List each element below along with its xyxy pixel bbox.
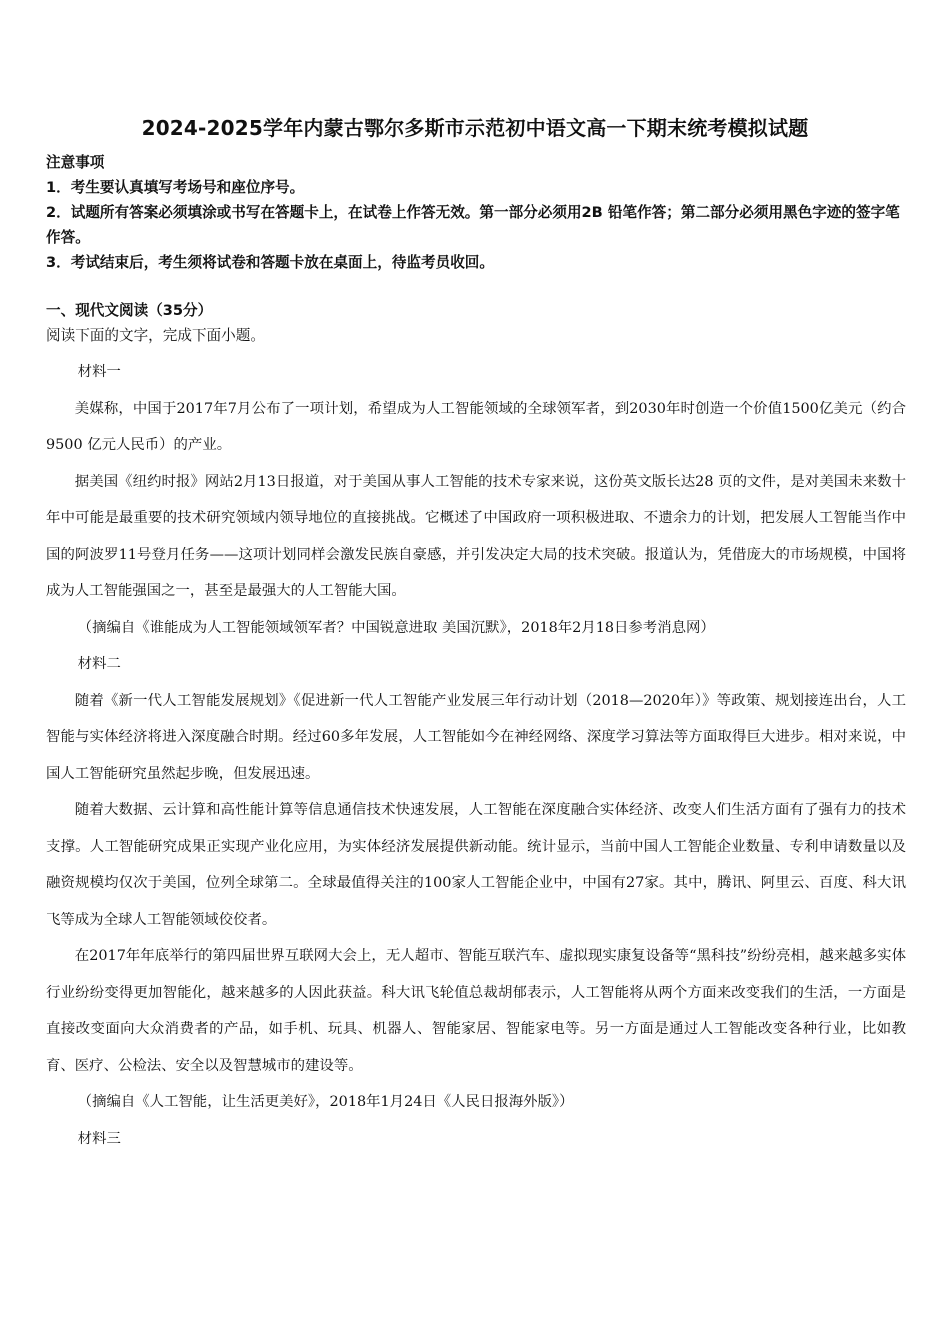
section-heading: 一、现代文阅读（35分）	[46, 302, 213, 319]
section-header	[46, 298, 906, 348]
notice-item: 3．考试结束后，考生须将试卷和答题卡放在桌面上，待监考员收回。	[46, 254, 494, 271]
notice-item: 1．考生要认真填写考场号和座位序号。	[46, 179, 305, 196]
material-label: 材料三	[77, 1130, 121, 1147]
material-label: 材料二	[77, 656, 121, 672]
material-paragraph: 随着《新一代人工智能发展规划》《促进新一代人工智能产业发展三年行动计划（2018—2020年）》等政策、规划接连出台，人工智能与实体经济将进入深度融合时期。经过60多年发展，人工智能如今在神经网络、深度学习算法等方面取得巨大进步。相对来说，中国人工智能研究虽然起步晚，但发展迅速。	[46, 692, 906, 782]
material-paragraph: 据美国《纽约时报》网站2月13日报道，对于美国从事人工智能的技术专家来说，这份英文版长达28 页的文件，是对美国未来数十年中可能是最重要的技术研究领域内领导地位的直接挑战。它概述了中国政府一项积极进取、不遗余力的计划，把发展人工智能当作中国的阿波罗11号登月任务——这项计划同样会激发民族自豪感，并引发决定大局的技术突破。报道认为，凭借庞大的市场规模，中国将成为人工智能强国之一，甚至是最强大的人工智能大国。	[46, 473, 906, 599]
page-title: 2024-2025学年内蒙古鄂尔多斯市示范初中语文高一下期末统考模拟试题	[141, 116, 809, 140]
material-source: （摘编自《谁能成为人工智能领域领军者？中国锐意进取 美国沉默》，2018年2月18日参考消息网）	[77, 619, 715, 636]
reading-material	[46, 354, 906, 1157]
notice-item: 2．试题所有答案必须填涂或书写在答题卡上，在试卷上作答无效。第一部分必须用2B 铅笔作答；第二部分必须用黑色字迹的签字笔作答。	[46, 204, 900, 246]
material-label: 材料一	[77, 364, 121, 380]
section-instruction: 阅读下面的文字，完成下面小题。	[46, 327, 265, 344]
material-source: （摘编自《人工智能，让生活更美好》，2018年1月24日《人民日报海外版》）	[77, 1094, 574, 1110]
notice-block	[46, 150, 906, 275]
material-paragraph: 美媒称，中国于2017年7月公布了一项计划，希望成为人工智能领域的全球领军者，到2030年时创造一个价值1500亿美元（约合9500 亿元人民币）的产业。	[46, 400, 906, 453]
material-paragraph: 随着大数据、云计算和高性能计算等信息通信技术快速发展，人工智能在深度融合实体经济、改变人们生活方面有了强有力的技术支撑。人工智能研究成果正实现产业化应用，为实体经济发展提供新动能。统计显示，当前中国人工智能企业数量、专利申请数量以及融资规模均仅次于美国，位列全球第二。全球最值得关注的100家人工智能企业中，中国有27家。其中，腾讯、阿里云、百度、科大讯飞等成为全球人工智能领域佼佼者。	[46, 802, 906, 928]
material-paragraph: 在2017年年底举行的第四届世界互联网大会上，无人超市、智能互联汽车、虚拟现实康复设备等“黑科技”纷纷亮相，越来越多实体行业纷纷变得更加智能化，越来越多的人因此获益。科大讯飞轮值总裁胡郁表示，人工智能将从两个方面来改变我们的生活，一方面是直接改变面向大众消费者的产品，如手机、玩具、机器人、智能家居、智能家电等。另一方面是通过人工智能改变各种行业，比如教育、医疗、公检法、安全以及智慧城市的建设等。	[46, 948, 906, 1074]
notice-heading: 注意事项	[46, 154, 105, 171]
